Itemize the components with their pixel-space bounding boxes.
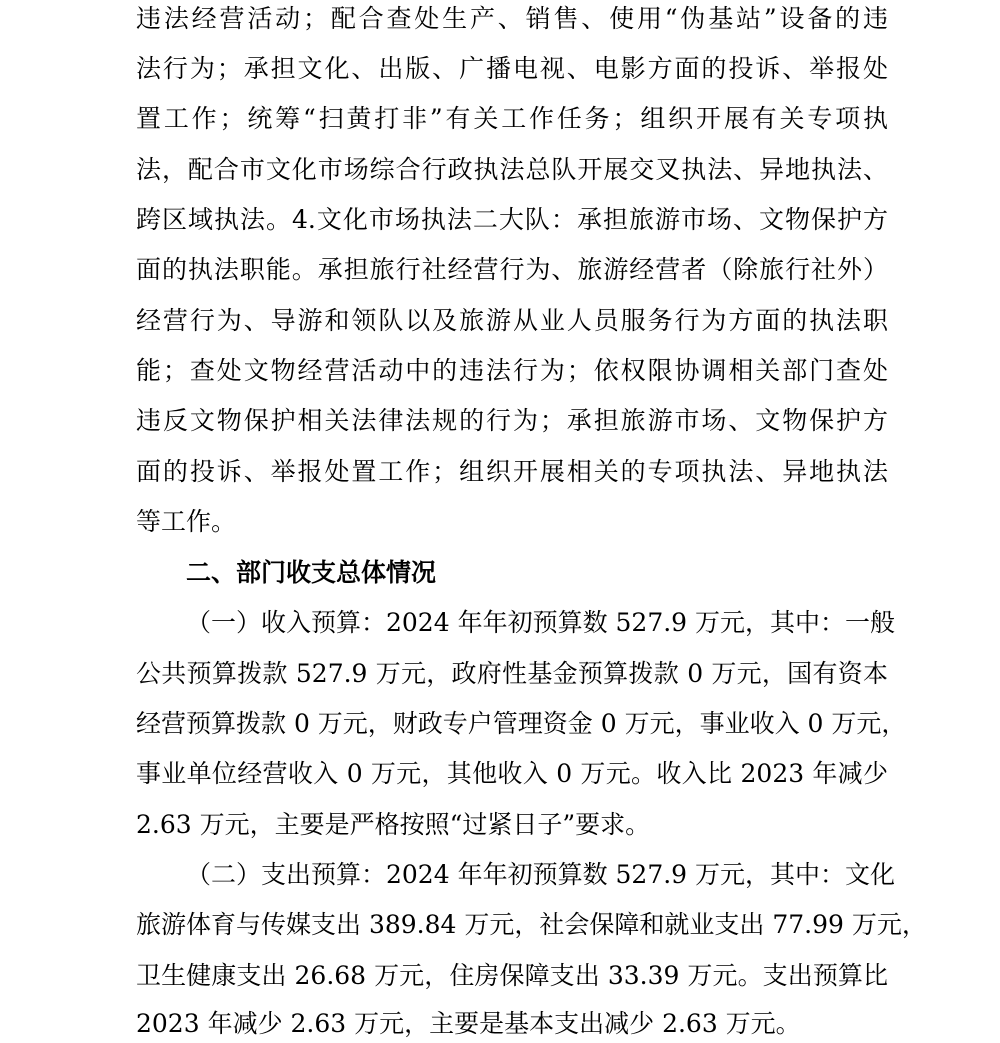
income-text-line: 公共预算拨款 527.9 万元，政府性基金预算拨款 0 万元，国有资本 [136, 659, 888, 688]
body-text-line: 置工作；统筹“扫黄打非”有关工作任务；组织开展有关专项执 [136, 104, 888, 133]
body-text-line: 经营行为、导游和领队以及旅游从业人员服务行为方面的执法职 [136, 306, 888, 335]
body-text-line: 能；查处文物经营活动中的违法行为；依权限协调相关部门查处 [136, 356, 888, 385]
expense-text-line: 旅游体育与传媒支出 389.84 万元，社会保障和就业支出 77.99 万元， [136, 910, 927, 939]
expense-text-line: 2023 年减少 2.63 万元，主要是基本支出减少 2.63 万元。 [136, 1009, 801, 1038]
section-heading: 二、部门收支总体情况 [186, 558, 437, 587]
body-text-line: 跨区域执法。4.文化市场执法二大队：承担旅游市场、文物保护方 [136, 205, 888, 234]
body-text-line: 法行为；承担文化、出版、广播电视、电影方面的投诉、举报处 [136, 54, 888, 83]
expense-text-line: （二）支出预算：2024 年年初预算数 527.9 万元，其中：文化 [186, 860, 896, 889]
body-text-line: 等工作。 [136, 507, 237, 536]
income-text-line: 2.63 万元，主要是严格按照“过紧日子”要求。 [136, 810, 651, 839]
income-text-line: （一）收入预算：2024 年年初预算数 527.9 万元，其中：一般 [186, 608, 896, 637]
body-text-line: 违法经营活动；配合查处生产、销售、使用“伪基站”设备的违 [136, 4, 888, 33]
body-text-line: 面的投诉、举报处置工作；组织开展相关的专项执法、异地执法 [136, 457, 888, 486]
body-text-line: 违反文物保护相关法律法规的行为；承担旅游市场、文物保护方 [136, 406, 888, 435]
body-text-line: 面的执法职能。承担旅行社经营行为、旅游经营者（除旅行社外） [136, 255, 888, 284]
expense-text-line: 卫生健康支出 26.68 万元，住房保障支出 33.39 万元。支出预算比 [136, 961, 888, 990]
income-text-line: 经营预算拨款 0 万元，财政专户管理资金 0 万元，事业收入 0 万元， [136, 709, 907, 738]
income-text-line: 事业单位经营收入 0 万元，其他收入 0 万元。收入比 2023 年减少 [136, 759, 888, 788]
body-text-line: 法，配合市文化市场综合行政执法总队开展交叉执法、异地执法、 [136, 155, 888, 184]
